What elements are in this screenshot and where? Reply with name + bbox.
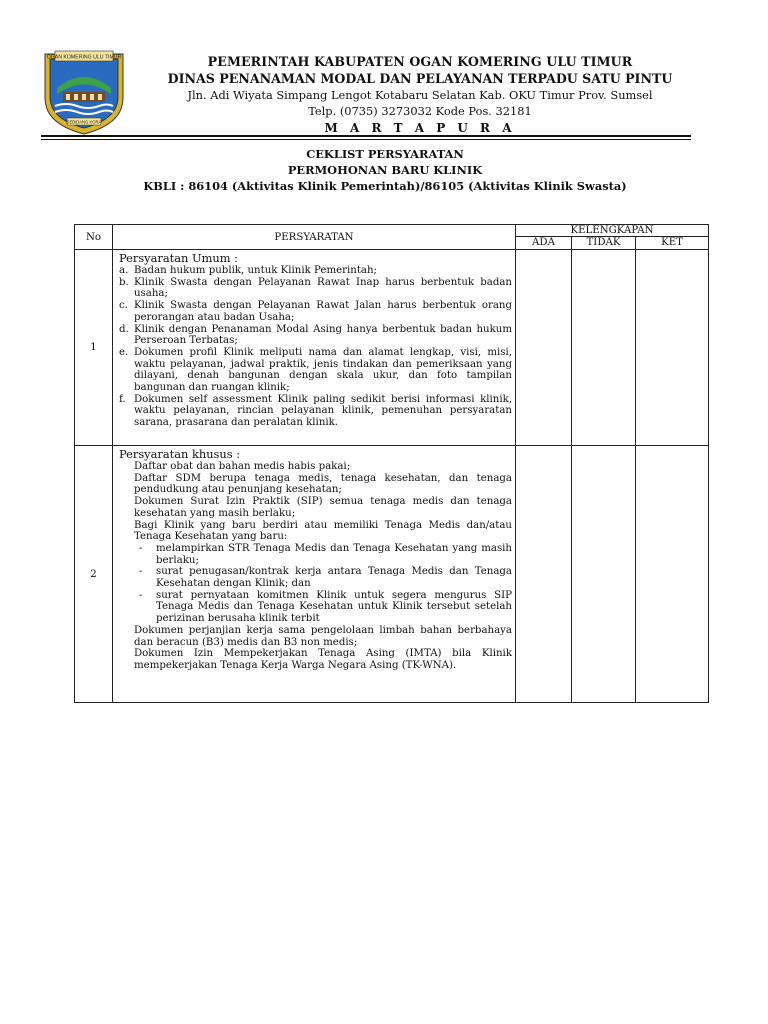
document-titles (80, 146, 690, 194)
row-number: 1 (75, 250, 113, 446)
list-item: c. Klinik Swasta dengan Pelayanan Rawat Jalan harus berbentuk orang perorangan atau badan Usaha; (119, 300, 512, 323)
header-requirements: PERSYARATAN (113, 225, 516, 250)
letterhead-rule-thin (41, 139, 691, 140)
list-item: b. Klinik Swasta dengan Pelayanan Rawat Inap harus berbentuk badan usaha; (119, 276, 512, 300)
header-ada: ADA (516, 237, 572, 250)
letterhead-address: Jln. Adi Wiyata Simpang Lengot Kotabaru Selatan Kab. OKU Timur Prov. Sumsel (187, 88, 653, 102)
letterhead-agency: DINAS PENANAMAN MODAL DAN PELAYANAN TERPADU SATU PINTU (167, 71, 673, 86)
header-no: No (75, 225, 113, 250)
list-item: a. Badan hukum publik, untuk Klinik Pemerintah; (119, 265, 377, 276)
sub-list-item: - melampirkan STR Tenaga Medis dan Tenaga Kesehatan yang masih berlaku; (139, 542, 512, 566)
logo-text-bottom: SEBIDANG KORA (66, 119, 102, 125)
special-requirements-title: Persyaratan khusus : (119, 447, 241, 461)
letterhead-city: M A R T A P U R A (324, 121, 516, 135)
list-item: Bagi Klinik yang baru berdiri atau memiliki Tenaga Medis dan/atau Tenaga Kesehatan yang baru: (134, 519, 512, 543)
header-tidak: TIDAK (572, 237, 636, 250)
general-requirements-title: Persyaratan Umum : (119, 251, 238, 265)
list-item: d. Klinik dengan Penanaman Modal Asing hanya berbentuk badan hukum Perseroan Terbatas; (119, 323, 512, 347)
logo-text-top: OGAN KOMERING ULU TIMUR (46, 54, 122, 61)
list-item: Daftar SDM berupa tenaga medis, tenaga kesehatan, dan tenaga pendudkung atau penunjang kesehatan; (134, 472, 512, 496)
ket-cell[interactable] (636, 250, 709, 446)
letterhead-rule-thick (41, 135, 691, 137)
list-item: Dokumen perjanjian kerja sama pengelolaan limbah bahan berbahaya dan beracun (B3) medis dan B3 non medis; (134, 624, 512, 648)
list-item: f. Dokumen self assessment Klinik paling sedikit berisi informasi klinik, waktu pelayanan, rincian pelayanan klinik, pemenuhan persyaratan sarana, prasarana dan peralatan klinik. (119, 393, 512, 429)
list-item: Daftar obat dan bahan medis habis pakai; (134, 461, 351, 472)
table-row (75, 446, 709, 703)
ada-checkbox-cell[interactable] (516, 446, 572, 703)
list-item: e. Dokumen profil Klinik meliputi nama dan alamat lengkap, visi, misi, waktu pelayanan, jadwal praktik, jenis tindakan dan pemeriksaan yang dilayani, denah bangunan dengan skala ukur, dan foto tampilan bangunan dan ruangan klinik; (119, 346, 512, 394)
list-item: Dokumen Surat Izin Praktik (SIP) semua tenaga medis dan tenaga kesehatan yang masih berlaku; (134, 496, 512, 519)
regency-logo (41, 48, 127, 136)
sub-list-item: - surat pernyataan komitmen Klinik untuk segera mengurus SIP Tenaga Medis dan Tenaga Kesehatan untuk Klinik tersebut setelah perizinan berusaha klinik terbit (139, 589, 512, 625)
letterhead-phone: Telp. (0735) 3273032 Kode Pos. 32181 (308, 104, 532, 118)
tidak-checkbox-cell[interactable] (572, 446, 636, 703)
special-requirements-cell (113, 446, 516, 703)
letterhead (130, 53, 710, 137)
row-number: 2 (75, 446, 113, 703)
list-item: Dokumen Izin Mempekerjakan Tenaga Asing (IMTA) bila Klinik mempekerjakan Tenaga Kerja Warga Negara Asing (TK-WNA). (134, 648, 512, 671)
table-row (75, 250, 709, 446)
requirements-table (74, 224, 709, 703)
general-requirements-cell (113, 250, 516, 446)
ket-cell[interactable] (636, 446, 709, 703)
letterhead-government: PEMERINTAH KABUPATEN OGAN KOMERING ULU TIMUR (207, 54, 633, 69)
title-kbli: KBLI : 86104 (Aktivitas Klinik Pemerintah)/86105 (Aktivitas Klinik Swasta) (143, 179, 627, 193)
sub-list-item: - surat penugasan/kontrak kerja antara Tenaga Medis dan Tenaga Kesehatan dengan Klinik; dan (139, 566, 512, 590)
title-application: PERMOHONAN BARU KLINIK (287, 163, 483, 177)
title-checklist: CEKLIST PERSYARATAN (306, 147, 464, 161)
ada-checkbox-cell[interactable] (516, 250, 572, 446)
header-ket: KET (636, 237, 709, 250)
tidak-checkbox-cell[interactable] (572, 250, 636, 446)
header-completeness: KELENGKAPAN (516, 225, 709, 237)
